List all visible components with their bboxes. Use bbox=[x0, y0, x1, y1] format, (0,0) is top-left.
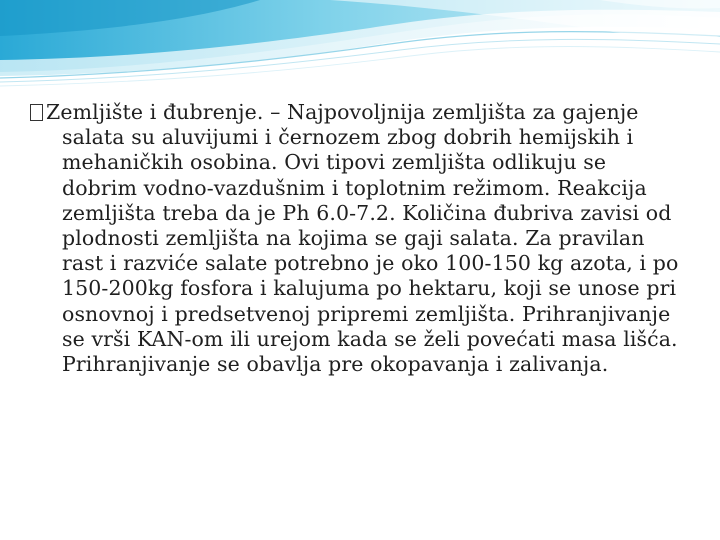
text-line-8: 150-200kg fosfora i kalujuma po hektaru, koji se unose pri bbox=[62, 276, 677, 301]
text-line-9: osnovnoj i predsetvenoj pripremi zemljišta. Prihranjivanje bbox=[62, 301, 671, 326]
text-line-1 bbox=[30, 100, 680, 125]
text-line-4: dobrim vodno-vazdušnim i toplotnim režimom. Reakcija bbox=[62, 175, 647, 200]
text-line-6: plodnosti zemljišta na kojima se gaji salata. Za pravilan bbox=[62, 226, 645, 251]
unsupported-glyph-box-icon bbox=[30, 104, 43, 121]
text-line-1-content: Zemljište i đubrenje. – Najpovoljnija zemljišta za gajenje bbox=[46, 100, 639, 124]
header-wave-decoration bbox=[0, 0, 720, 110]
text-line-10: se vrši KAN-om ili urejom kada se želi povećati masa lišća. bbox=[62, 326, 678, 351]
text-line-3: mehaničkih osobina. Ovi tipovi zemljišta odlikuju se bbox=[62, 150, 607, 175]
text-line-5: zemljišta treba da je Ph 6.0-7.2. Količina đubriva zavisi od bbox=[62, 200, 672, 225]
body-text bbox=[30, 100, 680, 377]
text-line-7: rast i razviće salate potrebno je oko 100-150 kg azota, i po bbox=[62, 251, 679, 276]
text-line-2: salata su aluvijumi i černozem zbog dobrih hemijskih i bbox=[62, 125, 634, 150]
text-line-11: Prihranjivanje se obavlja pre okopavanja i zalivanja. bbox=[62, 352, 609, 377]
